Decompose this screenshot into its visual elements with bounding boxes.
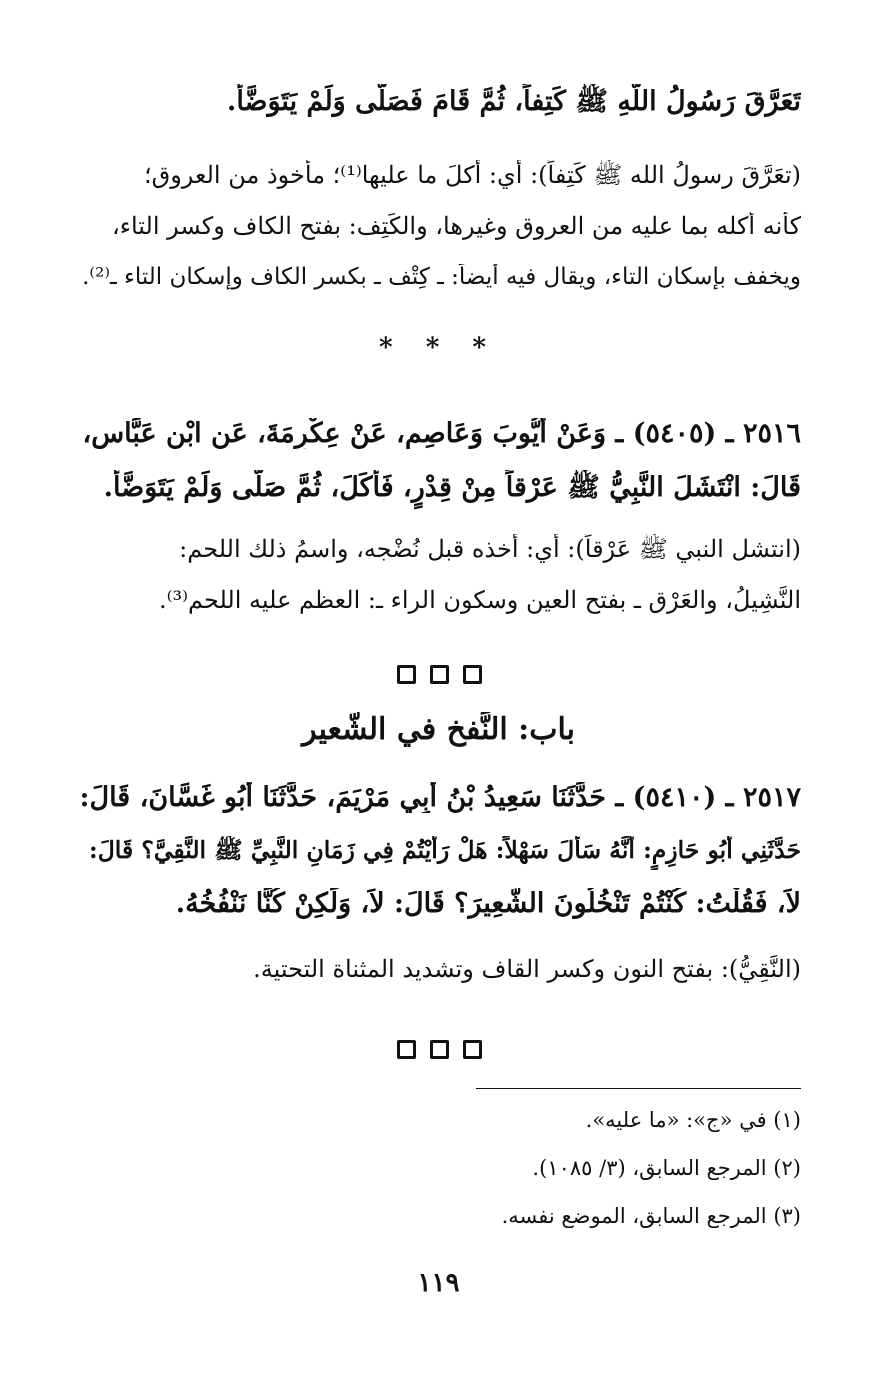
footnote-1: (١) في «ج»: «ما عليه». [585, 1108, 801, 1132]
section-divider-boxes [0, 665, 879, 684]
footnote-3: (٣) المرجع السابق، الموضع نفسه. [501, 1204, 801, 1228]
divider-box [397, 1040, 416, 1059]
footnote-rule [476, 1088, 801, 1089]
commentary-line: ويخفف بإسكان التاء، ويقال فيه أيضاً: ـ كِتْف ـ بكسر الكاف وإسكان التاء ـ⁽²⁾. [82, 264, 801, 290]
commentary-2516-line: (انتشل النبي ﷺ عَرْقاً): أي: أخذه قبل نُضْجه، واسمُ ذلك اللحم: [179, 535, 801, 563]
chapter-title: باب: النَّفخ في الشَّعير [302, 712, 575, 747]
hadith-text-line: تَعَرَّقَ رَسُولُ اللَّهِ ﷺ كَتِفاً، ثُمَّ قَامَ فَصَلَّى وَلَمْ يَتَوَضَّأْ. [226, 86, 801, 117]
divider-box [397, 665, 416, 684]
hadith-2517-line: لاَ، فَقُلْتُ: كُنْتُمْ تَنْخُلُونَ الشَّعِيرَ؟ قَالَ: لاَ، وَلَكِنْ كُنَّا نَنْفُخُهُ. [175, 888, 801, 919]
commentary-2516-line: النَّشِيلُ، والعَرْق ـ بفتح العين وسكون الراء ـ: العظم عليه اللحم⁽³⁾. [158, 586, 801, 614]
divider-box [463, 665, 482, 684]
hadith-2516-line: قَالَ: انْتَشَلَ النَّبِيُّ ﷺ عَرْقاً مِنْ قِدْرٍ، فَأَكَلَ، ثُمَّ صَلَّى وَلَمْ يَتَوَضَّأْ. [103, 472, 801, 503]
divider-box [463, 1040, 482, 1059]
commentary-2517-line: (النَّقِيُّ): بفتح النون وكسر القاف وتشديد المثناة التحتية. [253, 955, 801, 983]
page-number: ١١٩ [417, 1268, 460, 1298]
commentary-line: كأنه أكله بما عليه من العروق وغيرها، والكَتِف: بفتح الكاف وكسر التاء، [111, 212, 801, 240]
commentary-line: (تعَرَّقَ رسولُ الله ﷺ كَتِفاً): أي: أكلَ ما عليها⁽¹⁾؛ مأخوذ من العروق؛ [143, 161, 801, 189]
hadith-2517-line: حَدَّثَنِي أَبُو حَازِمٍ: أَنَّهُ سَأَلَ سَهْلاً: هَلْ رَأَيْتُمْ فِي زَمَانِ النَّبِيِّ ﷺ النَّقِيَّ؟ قَالَ: [89, 836, 801, 864]
hadith-2516-line: ٢٥١٦ ـ (٥٤٠٥) ـ وَعَنْ أَيُّوبَ وَعَاصِمٍ، عَنْ عِكْرِمَةَ، عَنِ ابْنِ عَبَّاسٍ، [82, 418, 801, 449]
divider-box [430, 1040, 449, 1059]
footnote-2: (٢) المرجع السابق، (٣/ ١٠٨٥). [532, 1156, 801, 1180]
section-divider-boxes [0, 1040, 879, 1059]
section-separator-stars: * * * [379, 333, 498, 363]
hadith-2517-line: ٢٥١٧ ـ (٥٤١٠) ـ حَدَّثَنَا سَعِيدُ بْنُ أَبِي مَرْيَمَ، حَدَّثَنَا أَبُو غَسَّانَ، قَالَ: [79, 782, 801, 813]
divider-box [430, 665, 449, 684]
